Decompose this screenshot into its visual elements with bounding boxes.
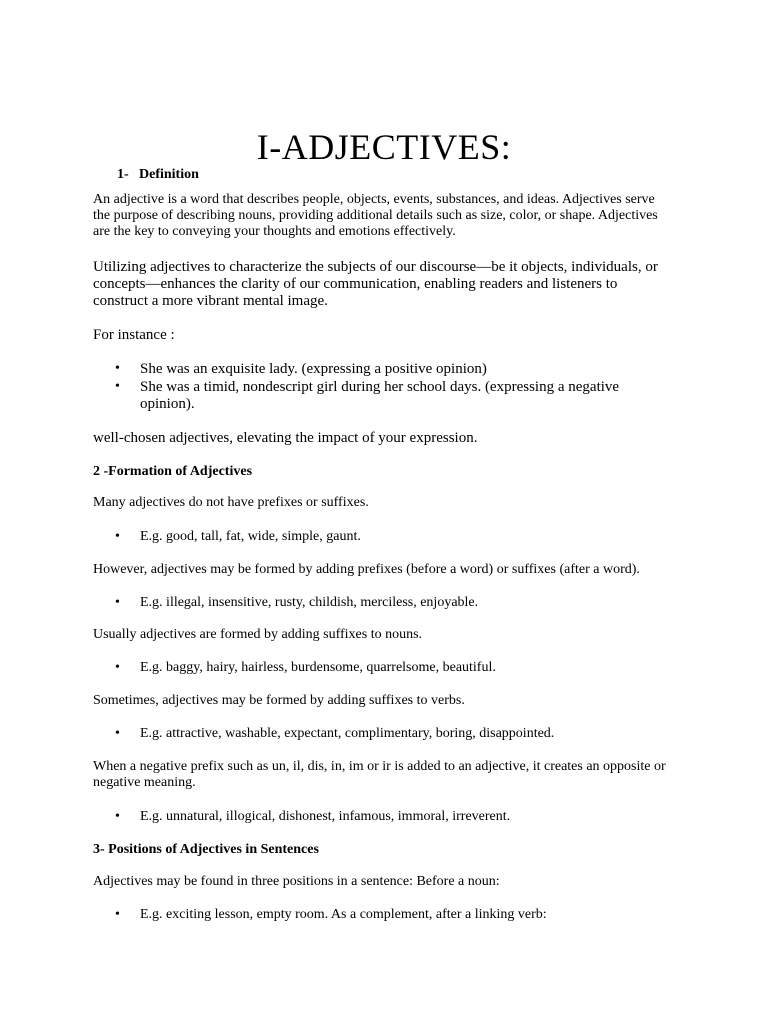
definition-paragraph-3: well-chosen adjectives, elevating the impact of your expression. <box>93 430 478 446</box>
bullet-icon: • <box>115 726 120 741</box>
list-item <box>115 907 655 923</box>
section-3-heading: 3- Positions of Adjectives in Sentences <box>93 842 319 857</box>
bullet-icon: • <box>115 379 120 394</box>
formation-paragraph-2: However, adjectives may be formed by adding prefixes (before a word) or suffixes (after a word). <box>93 562 640 577</box>
list-item-text: She was an exquisite lady. (expressing a positive opinion) <box>140 361 487 377</box>
section-1-title: Definition <box>139 167 199 182</box>
bullet-icon: • <box>115 361 120 376</box>
list-item <box>115 379 645 413</box>
list-item <box>115 660 655 676</box>
list-item-text: E.g. unnatural, illogical, dishonest, infamous, immoral, irreverent. <box>140 809 511 824</box>
bullet-icon: • <box>115 809 120 824</box>
list-item <box>115 809 655 825</box>
list-item <box>115 361 655 378</box>
section-2-heading: 2 -Formation of Adjectives <box>93 464 253 479</box>
formation-paragraph-3: Usually adjectives are formed by adding suffixes to nouns. <box>93 627 423 642</box>
formation-paragraph-5: When a negative prefix such as un, il, dis, in, im or ir is added to an adjective, it creates an opposite or negative meaning. <box>93 759 666 790</box>
formation-paragraph-1: Many adjectives do not have prefixes or suffixes. <box>93 495 369 510</box>
list-item-text: E.g. illegal, insensitive, rusty, childish, merciless, enjoyable. <box>140 595 479 610</box>
formation-paragraph-4: Sometimes, adjectives may be formed by adding suffixes to verbs. <box>93 693 465 708</box>
list-item-text: E.g. attractive, washable, expectant, complimentary, boring, disappointed. <box>140 726 555 741</box>
definition-paragraph-1: An adjective is a word that describes people, objects, events, substances, and ideas. Adjectives serve the purpose of describing nouns, providing additional details such as size, color, or shape. Adjectives are the key to conveying your thoughts and emotions effectively. <box>93 192 658 239</box>
page-title: I-ADJECTIVES: <box>256 127 512 167</box>
list-item <box>115 595 655 611</box>
section-1-heading <box>117 166 697 183</box>
list-item-text: E.g. baggy, hairy, hairless, burdensome, quarrelsome, beautiful. <box>140 660 496 675</box>
positions-paragraph-1: Adjectives may be found in three positions in a sentence: Before a noun: <box>93 874 500 889</box>
bullet-icon: • <box>115 907 120 922</box>
list-item <box>115 726 655 742</box>
section-1-number: 1- <box>117 167 129 182</box>
list-item-text: E.g. good, tall, fat, wide, simple, gaunt. <box>140 529 361 544</box>
for-instance-label: For instance : <box>93 327 175 343</box>
list-item <box>115 529 655 545</box>
bullet-icon: • <box>115 660 120 675</box>
bullet-icon: • <box>115 595 120 610</box>
list-item-text: She was a timid, nondescript girl during her school days. (expressing a negative opinion). <box>140 379 620 412</box>
definition-paragraph-2: Utilizing adjectives to characterize the subjects of our discourse—be it objects, individuals, or concepts—enhances the clarity of our communication, enabling readers and listeners to construct a more vibrant mental image. <box>93 259 658 309</box>
bullet-icon: • <box>115 529 120 544</box>
list-item-text: E.g. exciting lesson, empty room. As a complement, after a linking verb: <box>140 907 547 922</box>
